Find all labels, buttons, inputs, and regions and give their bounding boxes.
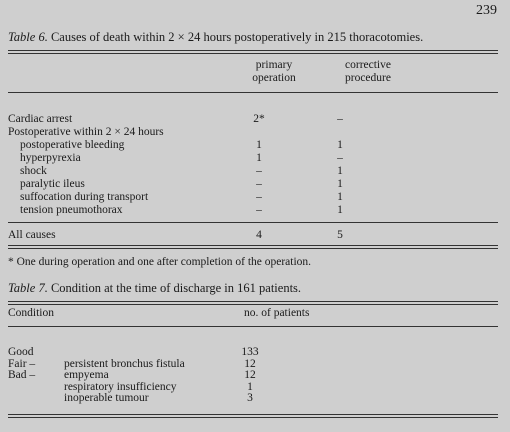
table6-col-primary-line1: primary [255, 59, 293, 71]
table6-row-primary: – [256, 165, 262, 177]
table6-row-corrective: 1 [337, 178, 343, 190]
table6-row-label: Cardiac arrest [8, 113, 73, 125]
table6-row-primary: 1 [256, 152, 262, 164]
table7-col-count: no. of patients [244, 307, 310, 319]
table7-row-detail: empyema [64, 369, 109, 381]
table7-title: Condition at the time of discharge in 161 patients. [47, 281, 302, 295]
table7-col-condition: Condition [8, 307, 55, 319]
table6-row-corrective: 1 [337, 139, 343, 151]
table6-row-primary: 1 [256, 139, 262, 151]
table6-col-primary-header [234, 59, 314, 85]
table7-row-grade: Bad – [8, 369, 36, 381]
table6-row-label: suffocation during transport [20, 191, 149, 203]
table6-header-rule [8, 92, 498, 93]
table6-row-primary: – [256, 191, 262, 203]
table6-total-label: All causes [8, 229, 56, 241]
table6-row-label: tension pneumothorax [20, 204, 123, 216]
table6-row-label: postoperative bleeding [20, 139, 125, 151]
table6-bottom-rule [8, 245, 498, 249]
table6-row-primary: – [256, 204, 262, 216]
table6-row-corrective: 1 [337, 191, 343, 203]
table6-col-primary-line2: operation [252, 72, 296, 84]
table6-col-corrective-line1: corrective [345, 59, 391, 71]
table7-label: Table 7. [8, 281, 48, 295]
table7-row-detail: respiratory insufficiency [64, 380, 177, 393]
table7-row-count: 12 [244, 369, 256, 381]
table6-row-corrective: 1 [337, 165, 343, 177]
table7-top-rule [8, 301, 498, 305]
table7-row-count: 3 [247, 392, 253, 404]
table6-row-corrective: – [337, 113, 343, 125]
table7-caption [8, 281, 301, 296]
table7-header-rule [8, 326, 498, 327]
table6-row-label: Postoperative within 2 × 24 hours [8, 126, 164, 138]
table6-title: Causes of death within 2 × 24 hours postoperatively in 215 thoracotomies. [47, 30, 424, 44]
table6-row-primary: – [256, 178, 262, 190]
table7-row-grade: Good [8, 346, 34, 358]
table6-top-rule [8, 50, 498, 54]
table7-row-detail: inoperable tumour [64, 392, 149, 404]
table6-label: Table 6. [8, 30, 48, 44]
table6-col-corrective-header [326, 59, 410, 85]
table6-col-corrective-line2: procedure [345, 72, 391, 84]
table6-caption [8, 30, 423, 45]
table6-total-corrective: 5 [337, 229, 343, 241]
table7-row-count: 1 [247, 380, 253, 393]
table6-row-label: paralytic ileus [20, 178, 85, 190]
table6-row-label: hyperpyrexia [20, 152, 81, 164]
table7-row-detail: persistent bronchus fistula [64, 357, 185, 370]
table6-row-corrective: – [337, 152, 343, 164]
table7-row-grade: Fair – [8, 357, 36, 370]
table7-row-count: 133 [241, 346, 259, 358]
page-number: 239 [476, 3, 497, 18]
table7-row-count: 12 [244, 357, 256, 370]
table6-total-rule [8, 222, 498, 223]
table6-row-primary: 2* [253, 113, 265, 125]
table6-row-corrective: 1 [337, 204, 343, 216]
table6-row-label: shock [20, 165, 47, 177]
table7-bottom-rule [8, 414, 498, 418]
table6-total-primary: 4 [256, 229, 262, 241]
table6-footnote: * One during operation and one after completion of the operation. [8, 256, 312, 268]
